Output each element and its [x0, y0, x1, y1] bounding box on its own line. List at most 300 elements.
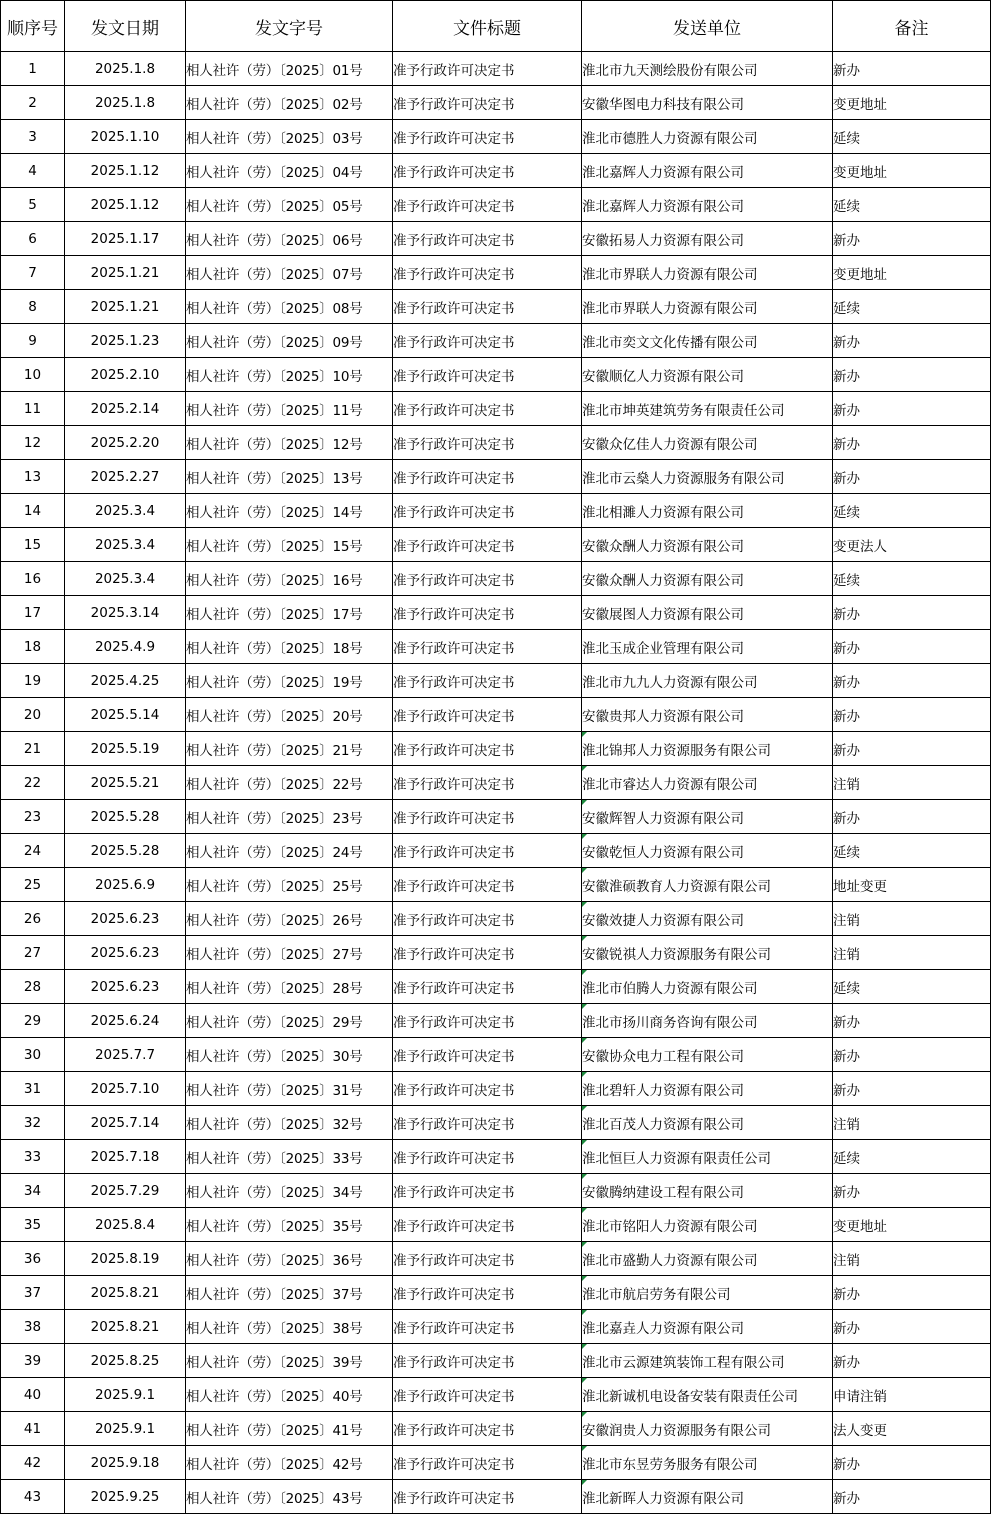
cell-date-text: 2025.8.4: [94, 1216, 156, 1233]
cell-note[interactable]: [833, 1344, 991, 1378]
cell-seq[interactable]: [1, 1004, 65, 1038]
table-row: [1, 392, 991, 426]
cell-title[interactable]: [393, 800, 582, 834]
cell-note[interactable]: [833, 290, 991, 324]
cell-date[interactable]: [65, 1276, 186, 1310]
cell-note[interactable]: [833, 324, 991, 358]
cell-date[interactable]: [65, 698, 186, 732]
cell-doc-number-text: 相人社许（劳）〔2025〕27号: [186, 946, 363, 963]
cell-title[interactable]: [393, 562, 582, 596]
cell-note[interactable]: [833, 1242, 991, 1276]
cell-seq[interactable]: [1, 1242, 65, 1276]
cell-unit[interactable]: [582, 698, 833, 732]
cell-doc-number[interactable]: [186, 1344, 393, 1378]
cell-unit[interactable]: [582, 1276, 833, 1310]
cell-unit[interactable]: [582, 766, 833, 800]
cell-date[interactable]: [65, 358, 186, 392]
cell-unit[interactable]: [582, 834, 833, 868]
header-unit[interactable]: 发送单位: [582, 1, 833, 52]
cell-unit[interactable]: [582, 222, 833, 256]
cell-date[interactable]: [65, 426, 186, 460]
cell-seq[interactable]: [1, 936, 65, 970]
cell-unit[interactable]: [582, 1004, 833, 1038]
header-title[interactable]: 文件标题: [393, 1, 582, 52]
cell-seq-text: 13: [23, 468, 42, 485]
cell-note[interactable]: [833, 562, 991, 596]
cell-seq[interactable]: [1, 1480, 65, 1514]
cell-doc-number[interactable]: [186, 1412, 393, 1446]
cell-unit[interactable]: [582, 1072, 833, 1106]
cell-title[interactable]: [393, 698, 582, 732]
cell-unit-text: 安徽乾恒人力资源有限公司: [582, 844, 744, 861]
cell-unit[interactable]: [582, 1378, 833, 1412]
cell-title[interactable]: [393, 664, 582, 698]
header-date[interactable]: 发文日期: [65, 1, 186, 52]
cell-doc-number[interactable]: [186, 188, 393, 222]
cell-date[interactable]: [65, 664, 186, 698]
cell-seq[interactable]: [1, 1208, 65, 1242]
cell-date[interactable]: [65, 1140, 186, 1174]
cell-note[interactable]: [833, 1106, 991, 1140]
cell-unit[interactable]: [582, 664, 833, 698]
cell-seq[interactable]: [1, 460, 65, 494]
cell-title[interactable]: [393, 358, 582, 392]
cell-date[interactable]: [65, 868, 186, 902]
cell-unit[interactable]: [582, 936, 833, 970]
cell-unit[interactable]: [582, 902, 833, 936]
cell-title[interactable]: [393, 1242, 582, 1276]
cell-unit[interactable]: [582, 324, 833, 358]
cell-doc-number[interactable]: [186, 1480, 393, 1514]
cell-note[interactable]: [833, 494, 991, 528]
cell-date[interactable]: [65, 1038, 186, 1072]
cell-date[interactable]: [65, 936, 186, 970]
cell-unit-text: 安徽展图人力资源有限公司: [582, 606, 744, 623]
cell-title[interactable]: [393, 86, 582, 120]
cell-date[interactable]: [65, 52, 186, 86]
cell-title[interactable]: [393, 1446, 582, 1480]
cell-seq[interactable]: [1, 154, 65, 188]
cell-doc-number[interactable]: [186, 1310, 393, 1344]
cell-doc-number[interactable]: [186, 562, 393, 596]
cell-title[interactable]: [393, 188, 582, 222]
cell-unit[interactable]: [582, 1344, 833, 1378]
cell-date[interactable]: [65, 324, 186, 358]
cell-doc-number[interactable]: [186, 494, 393, 528]
cell-date[interactable]: [65, 494, 186, 528]
cell-seq[interactable]: [1, 494, 65, 528]
cell-title[interactable]: [393, 1310, 582, 1344]
cell-unit[interactable]: [582, 970, 833, 1004]
cell-note[interactable]: [833, 834, 991, 868]
cell-title[interactable]: [393, 222, 582, 256]
cell-unit[interactable]: [582, 528, 833, 562]
cell-note[interactable]: [833, 1072, 991, 1106]
cell-title[interactable]: [393, 494, 582, 528]
cell-unit[interactable]: [582, 596, 833, 630]
cell-note[interactable]: [833, 1446, 991, 1480]
cell-date[interactable]: [65, 1344, 186, 1378]
cell-unit[interactable]: [582, 256, 833, 290]
cell-date[interactable]: [65, 596, 186, 630]
cell-seq[interactable]: [1, 630, 65, 664]
cell-title-text: 准予行政许可决定书: [393, 130, 515, 147]
cell-title[interactable]: [393, 256, 582, 290]
cell-date[interactable]: [65, 1480, 186, 1514]
cell-note[interactable]: [833, 1276, 991, 1310]
cell-unit[interactable]: [582, 1208, 833, 1242]
cell-seq[interactable]: [1, 1276, 65, 1310]
cell-doc-number[interactable]: [186, 1378, 393, 1412]
cell-date[interactable]: [65, 1174, 186, 1208]
cell-date-text: 2025.1.17: [90, 230, 160, 247]
header-note[interactable]: 备注: [833, 1, 991, 52]
cell-seq[interactable]: [1, 1446, 65, 1480]
cell-doc-number[interactable]: [186, 596, 393, 630]
cell-doc-number[interactable]: [186, 256, 393, 290]
cell-doc-number[interactable]: [186, 698, 393, 732]
cell-doc-number[interactable]: [186, 800, 393, 834]
cell-seq[interactable]: [1, 222, 65, 256]
cell-doc-number[interactable]: [186, 1174, 393, 1208]
cell-note[interactable]: [833, 970, 991, 1004]
cell-doc-number[interactable]: [186, 290, 393, 324]
cell-doc-number-text: 相人社许（劳）〔2025〕42号: [186, 1456, 363, 1473]
cell-title[interactable]: [393, 732, 582, 766]
cell-unit[interactable]: [582, 1412, 833, 1446]
cell-date-text: 2025.6.23: [90, 910, 160, 927]
cell-title[interactable]: [393, 528, 582, 562]
cell-title[interactable]: [393, 1378, 582, 1412]
cell-unit[interactable]: [582, 1174, 833, 1208]
cell-title[interactable]: [393, 1344, 582, 1378]
cell-title[interactable]: [393, 1106, 582, 1140]
cell-title[interactable]: [393, 154, 582, 188]
cell-date-text: 2025.7.14: [90, 1114, 160, 1131]
cell-doc-number-text: 相人社许（劳）〔2025〕38号: [186, 1320, 363, 1337]
cell-doc-number[interactable]: [186, 324, 393, 358]
cell-doc-number[interactable]: [186, 1242, 393, 1276]
cell-title[interactable]: [393, 290, 582, 324]
cell-note[interactable]: [833, 460, 991, 494]
cell-unit[interactable]: [582, 120, 833, 154]
cell-seq[interactable]: [1, 766, 65, 800]
cell-doc-number[interactable]: [186, 1038, 393, 1072]
cell-unit[interactable]: [582, 154, 833, 188]
cell-note[interactable]: [833, 1140, 991, 1174]
cell-date[interactable]: [65, 86, 186, 120]
cell-seq[interactable]: [1, 596, 65, 630]
table-row: [1, 970, 991, 1004]
cell-unit[interactable]: [582, 426, 833, 460]
cell-note[interactable]: [833, 52, 991, 86]
cell-note-text: 新办: [833, 606, 860, 623]
cell-doc-number[interactable]: [186, 1446, 393, 1480]
cell-unit[interactable]: [582, 392, 833, 426]
cell-doc-number[interactable]: [186, 358, 393, 392]
cell-unit[interactable]: [582, 1480, 833, 1514]
cell-seq[interactable]: [1, 970, 65, 1004]
cell-seq-text: 3: [28, 128, 37, 145]
cell-unit[interactable]: [582, 1140, 833, 1174]
cell-title[interactable]: [393, 1174, 582, 1208]
cell-note[interactable]: [833, 1412, 991, 1446]
cell-date[interactable]: [65, 290, 186, 324]
cell-unit-text: 淮北市界联人力资源有限公司: [582, 266, 758, 283]
cell-doc-number[interactable]: [186, 1276, 393, 1310]
cell-doc-number[interactable]: [186, 86, 393, 120]
cell-date-text: 2025.6.23: [90, 944, 160, 961]
cell-date-text: 2025.1.8: [94, 94, 156, 111]
cell-title[interactable]: [393, 1004, 582, 1038]
cell-note[interactable]: [833, 868, 991, 902]
cell-date[interactable]: [65, 154, 186, 188]
cell-doc-number[interactable]: [186, 664, 393, 698]
cell-doc-number[interactable]: [186, 1106, 393, 1140]
cell-seq[interactable]: [1, 392, 65, 426]
cell-date[interactable]: [65, 222, 186, 256]
cell-title[interactable]: [393, 596, 582, 630]
cell-title[interactable]: [393, 1208, 582, 1242]
cell-unit[interactable]: [582, 732, 833, 766]
cell-note[interactable]: [833, 732, 991, 766]
cell-doc-number[interactable]: [186, 1004, 393, 1038]
cell-unit[interactable]: [582, 1446, 833, 1480]
cell-note[interactable]: [833, 86, 991, 120]
cell-title[interactable]: [393, 324, 582, 358]
cell-seq[interactable]: [1, 562, 65, 596]
cell-seq[interactable]: [1, 1310, 65, 1344]
cell-note[interactable]: [833, 426, 991, 460]
cell-seq[interactable]: [1, 256, 65, 290]
cell-doc-number-text: 相人社许（劳）〔2025〕24号: [186, 844, 363, 861]
cell-note-text: 新办: [833, 402, 860, 419]
cell-title[interactable]: [393, 630, 582, 664]
cell-seq[interactable]: [1, 1344, 65, 1378]
cell-date[interactable]: [65, 1310, 186, 1344]
cell-title[interactable]: [393, 1412, 582, 1446]
cell-doc-number-text: 相人社许（劳）〔2025〕02号: [186, 96, 363, 113]
cell-date[interactable]: [65, 766, 186, 800]
cell-unit[interactable]: [582, 868, 833, 902]
cell-note[interactable]: [833, 630, 991, 664]
cell-seq[interactable]: [1, 1106, 65, 1140]
cell-unit[interactable]: [582, 358, 833, 392]
cell-date[interactable]: [65, 460, 186, 494]
table-row: [1, 188, 991, 222]
cell-doc-number-text: 相人社许（劳）〔2025〕03号: [186, 130, 363, 147]
cell-date[interactable]: [65, 1446, 186, 1480]
header-doc-number[interactable]: 发文字号: [186, 1, 393, 52]
cell-unit[interactable]: [582, 1310, 833, 1344]
cell-doc-number[interactable]: [186, 902, 393, 936]
cell-seq[interactable]: [1, 698, 65, 732]
cell-seq[interactable]: [1, 800, 65, 834]
cell-unit[interactable]: [582, 562, 833, 596]
cell-date[interactable]: [65, 1412, 186, 1446]
cell-unit[interactable]: [582, 630, 833, 664]
cell-note[interactable]: [833, 1004, 991, 1038]
cell-title[interactable]: [393, 1480, 582, 1514]
cell-unit[interactable]: [582, 1106, 833, 1140]
cell-seq-text: 1: [28, 60, 37, 77]
cell-seq[interactable]: [1, 120, 65, 154]
cell-unit[interactable]: [582, 188, 833, 222]
cell-date[interactable]: [65, 902, 186, 936]
cell-seq[interactable]: [1, 290, 65, 324]
cell-note[interactable]: [833, 664, 991, 698]
cell-seq[interactable]: [1, 86, 65, 120]
cell-note[interactable]: [833, 120, 991, 154]
cell-doc-number[interactable]: [186, 732, 393, 766]
cell-title[interactable]: [393, 1140, 582, 1174]
cell-seq[interactable]: [1, 1038, 65, 1072]
cell-unit[interactable]: [582, 800, 833, 834]
cell-title-text: 准予行政许可决定书: [393, 1286, 515, 1303]
cell-date[interactable]: [65, 1208, 186, 1242]
cell-unit[interactable]: [582, 290, 833, 324]
cell-date[interactable]: [65, 1072, 186, 1106]
cell-title[interactable]: [393, 936, 582, 970]
cell-unit[interactable]: [582, 86, 833, 120]
cell-date[interactable]: [65, 256, 186, 290]
cell-title[interactable]: [393, 460, 582, 494]
table-row: [1, 426, 991, 460]
cell-seq[interactable]: [1, 324, 65, 358]
cell-date[interactable]: [65, 1004, 186, 1038]
cell-doc-number[interactable]: [186, 52, 393, 86]
cell-unit[interactable]: [582, 494, 833, 528]
cell-date[interactable]: [65, 732, 186, 766]
cell-doc-number[interactable]: [186, 120, 393, 154]
cell-unit[interactable]: [582, 1242, 833, 1276]
cell-note[interactable]: [833, 596, 991, 630]
cell-title[interactable]: [393, 426, 582, 460]
cell-date[interactable]: [65, 120, 186, 154]
cell-seq[interactable]: [1, 834, 65, 868]
table-row: [1, 630, 991, 664]
cell-note[interactable]: [833, 1480, 991, 1514]
cell-title[interactable]: [393, 1276, 582, 1310]
cell-title[interactable]: [393, 766, 582, 800]
cell-date[interactable]: [65, 970, 186, 1004]
cell-date[interactable]: [65, 1378, 186, 1412]
cell-note-text: 新办: [833, 1286, 860, 1303]
cell-title[interactable]: [393, 52, 582, 86]
cell-date[interactable]: [65, 630, 186, 664]
cell-note[interactable]: [833, 256, 991, 290]
cell-title[interactable]: [393, 392, 582, 426]
cell-unit[interactable]: [582, 460, 833, 494]
cell-doc-number[interactable]: [186, 868, 393, 902]
cell-date[interactable]: [65, 834, 186, 868]
cell-note[interactable]: [833, 188, 991, 222]
cell-doc-number[interactable]: [186, 528, 393, 562]
cell-note[interactable]: [833, 528, 991, 562]
cell-unit[interactable]: [582, 1038, 833, 1072]
cell-note[interactable]: [833, 358, 991, 392]
cell-date[interactable]: [65, 188, 186, 222]
cell-seq[interactable]: [1, 902, 65, 936]
cell-note[interactable]: [833, 222, 991, 256]
cell-doc-number[interactable]: [186, 1072, 393, 1106]
cell-title[interactable]: [393, 970, 582, 1004]
cell-doc-number[interactable]: [186, 1208, 393, 1242]
cell-date[interactable]: [65, 562, 186, 596]
cell-title[interactable]: [393, 834, 582, 868]
cell-seq[interactable]: [1, 1140, 65, 1174]
cell-note[interactable]: [833, 1038, 991, 1072]
cell-unit[interactable]: [582, 52, 833, 86]
cell-title[interactable]: [393, 902, 582, 936]
cell-seq[interactable]: [1, 358, 65, 392]
cell-doc-number[interactable]: [186, 936, 393, 970]
cell-doc-number[interactable]: [186, 970, 393, 1004]
cell-note[interactable]: [833, 154, 991, 188]
cell-note[interactable]: [833, 1310, 991, 1344]
cell-seq[interactable]: [1, 52, 65, 86]
cell-date[interactable]: [65, 800, 186, 834]
cell-date[interactable]: [65, 1106, 186, 1140]
cell-seq[interactable]: [1, 868, 65, 902]
cell-date-text: 2025.8.25: [90, 1352, 160, 1369]
cell-doc-number[interactable]: [186, 426, 393, 460]
cell-seq[interactable]: [1, 1174, 65, 1208]
cell-note[interactable]: [833, 698, 991, 732]
cell-date[interactable]: [65, 528, 186, 562]
cell-title-text: 准予行政许可决定书: [393, 538, 515, 555]
cell-seq[interactable]: [1, 732, 65, 766]
cell-doc-number[interactable]: [186, 1140, 393, 1174]
cell-title[interactable]: [393, 120, 582, 154]
cell-seq[interactable]: [1, 1412, 65, 1446]
cell-seq[interactable]: [1, 528, 65, 562]
cell-doc-number[interactable]: [186, 766, 393, 800]
cell-note[interactable]: [833, 800, 991, 834]
cell-unit-text: 淮北市扬川商务咨询有限公司: [582, 1014, 758, 1031]
cell-doc-number[interactable]: [186, 392, 393, 426]
cell-title[interactable]: [393, 1038, 582, 1072]
cell-seq[interactable]: [1, 1378, 65, 1412]
cell-seq[interactable]: [1, 426, 65, 460]
cell-note[interactable]: [833, 766, 991, 800]
cell-seq[interactable]: [1, 1072, 65, 1106]
cell-seq[interactable]: [1, 664, 65, 698]
cell-seq-text: 35: [23, 1216, 42, 1233]
cell-note[interactable]: [833, 902, 991, 936]
cell-title[interactable]: [393, 1072, 582, 1106]
cell-title[interactable]: [393, 868, 582, 902]
cell-doc-number[interactable]: [186, 222, 393, 256]
cell-date[interactable]: [65, 1242, 186, 1276]
cell-note[interactable]: [833, 1174, 991, 1208]
cell-doc-number[interactable]: [186, 154, 393, 188]
cell-date[interactable]: [65, 392, 186, 426]
cell-title-text: 准予行政许可决定书: [393, 776, 515, 793]
cell-note[interactable]: [833, 936, 991, 970]
table-row: [1, 52, 991, 86]
cell-unit-text: 淮北市云源建筑装饰工程有限公司: [582, 1354, 785, 1371]
cell-title-text: 准予行政许可决定书: [393, 1116, 515, 1133]
cell-note[interactable]: [833, 392, 991, 426]
cell-note[interactable]: [833, 1378, 991, 1412]
cell-doc-number[interactable]: [186, 630, 393, 664]
cell-doc-number[interactable]: [186, 460, 393, 494]
cell-seq[interactable]: [1, 188, 65, 222]
cell-doc-number[interactable]: [186, 834, 393, 868]
header-seq[interactable]: 顺序号: [1, 1, 65, 52]
cell-note[interactable]: [833, 1208, 991, 1242]
